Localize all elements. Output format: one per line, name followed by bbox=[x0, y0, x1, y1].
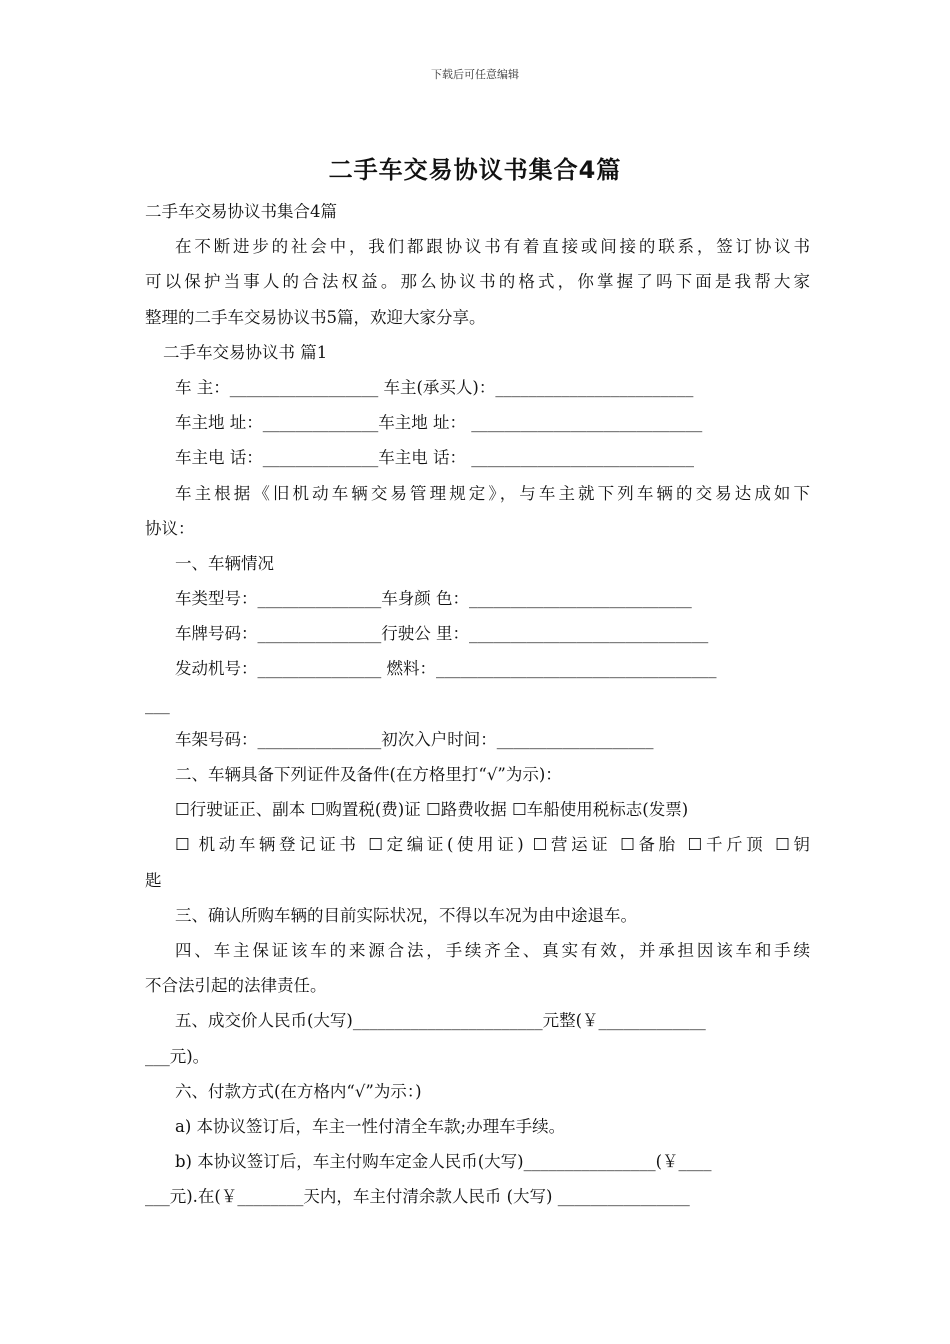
body-line: 二、车辆具备下列证件及备件(在方格里打“√”为示)： bbox=[175, 765, 562, 784]
document-body bbox=[145, 194, 810, 1214]
body-line: 车主根据《旧机动车辆交易管理规定》，与车主就下列车辆的交易达成如下 bbox=[175, 483, 810, 503]
body-line: 整理的二手车交易协议书5篇，欢迎大家分享。 bbox=[145, 307, 486, 327]
body-line: 二手车交易协议书集合4篇 bbox=[145, 202, 337, 221]
body-line: 车主电 话：______________车主电 话： ___________________________ bbox=[175, 448, 694, 468]
body-line: 四、车主保证该车的来源合法，手续齐全、真实有效，并承担因该车和手续 bbox=[175, 940, 810, 960]
body-line: 二手车交易协议书 篇1 bbox=[163, 342, 328, 362]
body-line: ___元).在(￥________天内，车主付清余款人民币 (大写) ________________ bbox=[145, 1187, 690, 1207]
body-line: 发动机号：_______________ 燃料：__________________________________ bbox=[175, 659, 717, 679]
body-line: 匙 bbox=[145, 870, 162, 890]
body-line: 可以保护当事人的合法权益。那么协议书的格式，你掌握了吗下面是我帮大家 bbox=[145, 272, 810, 292]
body-line: 协议： bbox=[145, 518, 195, 538]
body-line: a) 本协议签订后，车主一性付清全车款;办理车手续。 bbox=[175, 1116, 566, 1136]
body-line: ☐行驶证正、副本 ☐购置税(费)证 ☐路费收据 ☐车船使用税标志(发票) bbox=[175, 800, 689, 820]
body-line: ☐ 机动车辆登记证书 ☐定编证(使用证) ☐营运证 ☐备胎 ☐千斤顶 ☐钥 bbox=[175, 835, 810, 855]
body-line: 一、车辆情况 bbox=[175, 553, 274, 573]
body-line: 车 主：__________________ 车主(承买人)：________________________ bbox=[175, 377, 694, 397]
document-title: 二手车交易协议书集合4篇 bbox=[328, 156, 622, 184]
body-line: 车架号码：_______________初次入户时间：___________________ bbox=[175, 729, 654, 749]
body-line: ___元)。 bbox=[145, 1046, 210, 1066]
body-line: 车主地 址：______________车主地 址： ____________________________ bbox=[175, 413, 703, 433]
body-line: b) 本协议签订后，车主付购车定金人民币(大写)________________(￥____ bbox=[175, 1152, 712, 1172]
body-line: ___ bbox=[145, 694, 170, 714]
body-line: 在不断进步的社会中，我们都跟协议书有着直接或间接的联系，签订协议书 bbox=[175, 237, 810, 257]
body-line: 车牌号码：_______________行驶公 里：_____________________________ bbox=[175, 624, 709, 644]
body-line: 三、确认所购车辆的目前实际状况，不得以车况为由中途退车。 bbox=[175, 905, 637, 925]
body-line: 六、付款方式(在方格内“√”为示：) bbox=[175, 1081, 422, 1101]
body-line: 不合法引起的法律责任。 bbox=[145, 976, 327, 996]
page-header: 下载后可任意编辑 bbox=[431, 68, 519, 81]
body-line: 五、成交价人民币(大写)_______________________元整(￥_____________ bbox=[175, 1011, 706, 1031]
body-line: 车类型号：_______________车身颜 色：___________________________ bbox=[175, 589, 692, 609]
